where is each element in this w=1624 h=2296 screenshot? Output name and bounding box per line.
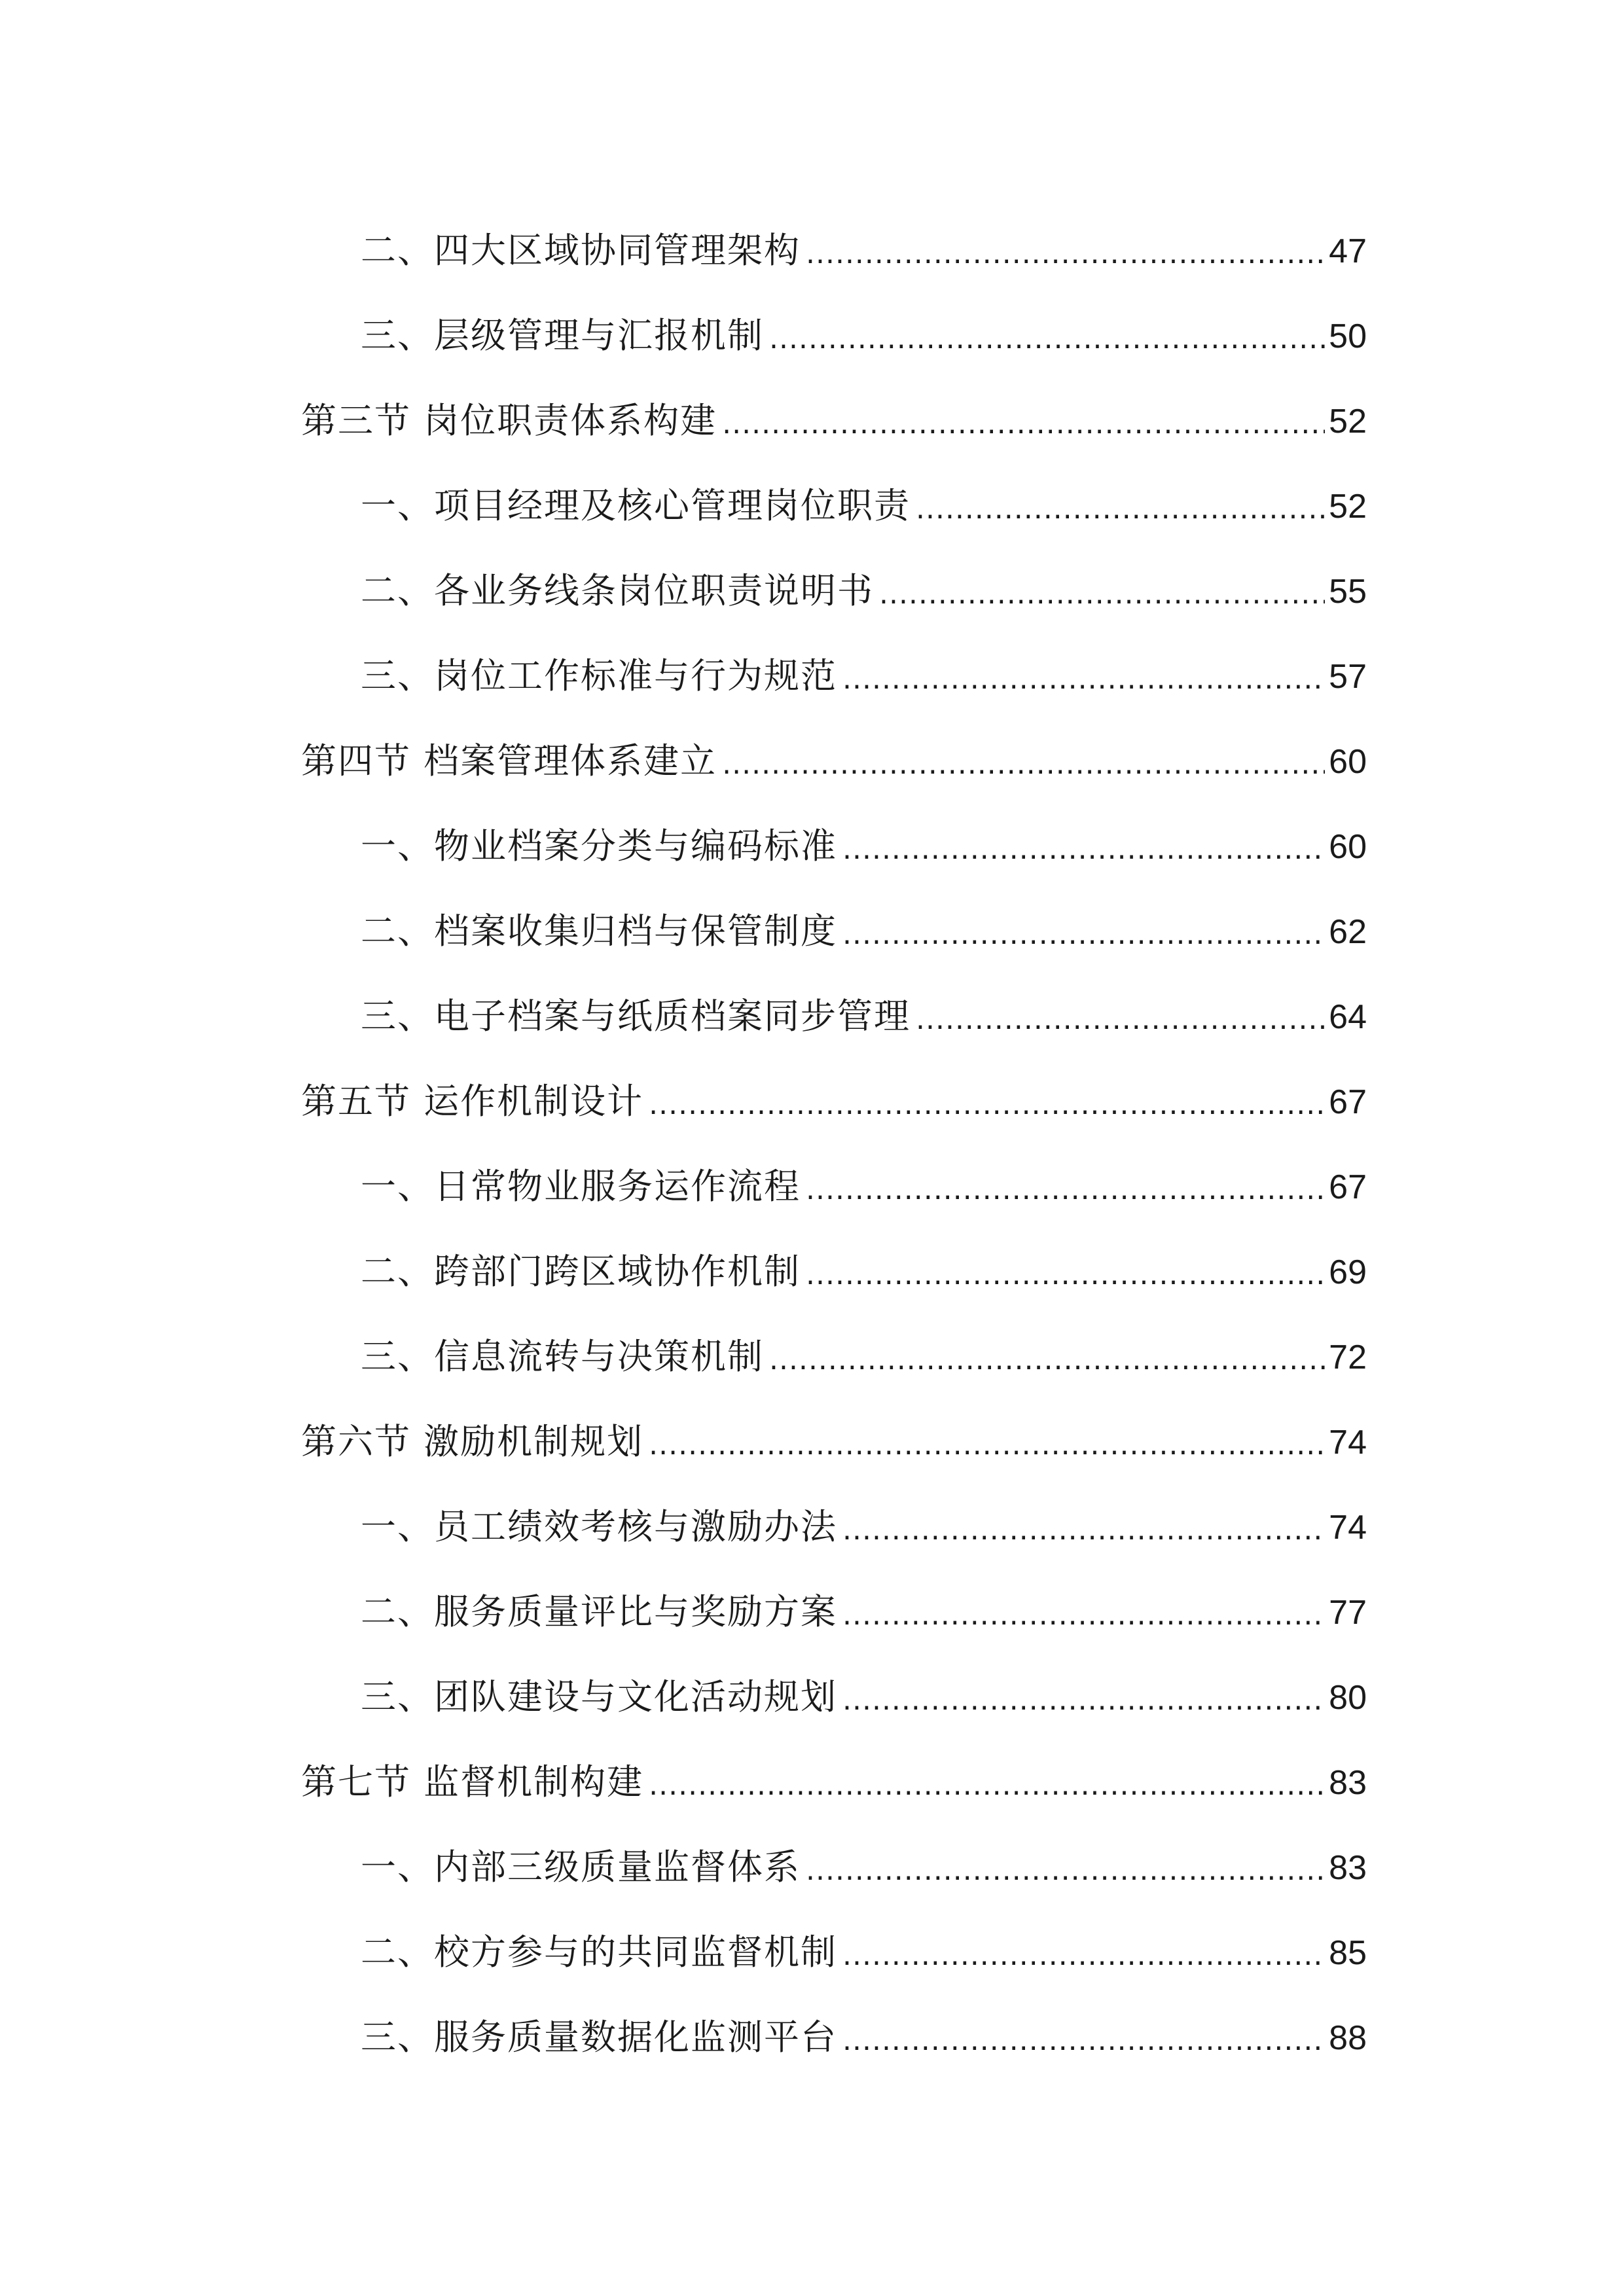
toc-leader-dots — [842, 1601, 1325, 1630]
toc-entry-page: 64 — [1329, 998, 1367, 1036]
toc-entry[interactable] — [361, 1656, 1367, 1715]
toc-entry[interactable] — [361, 890, 1367, 952]
toc-entry-label: 一、项目经理及核心管理岗位职责 — [361, 485, 911, 526]
toc-entry[interactable] — [361, 1996, 1367, 2058]
toc-entry-page: 74 — [1329, 1509, 1367, 1547]
toc-leader-dots — [842, 835, 1325, 864]
toc-entry-label: 第六节 激励机制规划 — [301, 1421, 644, 1462]
toc-entry[interactable] — [301, 380, 1367, 439]
toc-entry-label: 一、物业档案分类与编码标准 — [361, 825, 837, 867]
toc-leader-dots — [806, 1856, 1325, 1885]
toc-entry-label: 二、服务质量评比与奖励方案 — [361, 1591, 837, 1632]
toc-entry-page: 52 — [1329, 403, 1367, 440]
toc-entry-page: 67 — [1329, 1168, 1367, 1206]
toc-entry[interactable] — [361, 550, 1367, 609]
toc-leader-dots — [842, 1941, 1325, 1970]
toc-leader-dots — [916, 1005, 1325, 1034]
toc-entry-label: 一、内部三级质量监督体系 — [361, 1846, 801, 1888]
toc-leader-dots — [649, 1090, 1325, 1119]
toc-entry[interactable] — [361, 1316, 1367, 1377]
toc-entry-label: 第四节 档案管理体系建立 — [301, 740, 717, 781]
toc-leader-dots — [722, 410, 1325, 439]
toc-entry[interactable] — [361, 295, 1367, 356]
toc-entry-label: 一、日常物业服务运作流程 — [361, 1166, 801, 1207]
toc-entry-page: 67 — [1329, 1083, 1367, 1121]
toc-entry-label: 三、团队建设与文化活动规划 — [361, 1676, 837, 1717]
toc-entry-page: 57 — [1329, 658, 1367, 696]
toc-leader-dots — [649, 1431, 1325, 1460]
toc-entry[interactable] — [361, 1145, 1367, 1207]
toc-entry-label: 三、电子档案与纸质档案同步管理 — [361, 996, 911, 1037]
toc-leader-dots — [842, 1686, 1325, 1715]
toc-leader-dots — [769, 1346, 1325, 1374]
toc-leader-dots — [879, 580, 1325, 609]
toc-entry-label: 二、校方参与的共同监督机制 — [361, 1931, 837, 1973]
toc-leader-dots — [769, 325, 1325, 353]
toc-entry-label: 第七节 监督机制构建 — [301, 1761, 644, 1803]
toc-entry-label: 第三节 岗位职责体系构建 — [301, 400, 717, 441]
toc-entry[interactable] — [361, 1826, 1367, 1888]
toc-entry-page: 62 — [1329, 913, 1367, 951]
toc-entry-page: 52 — [1329, 488, 1367, 526]
toc-entry-label: 第五节 运作机制设计 — [301, 1081, 644, 1122]
toc-entry-label: 二、各业务线条岗位职责说明书 — [361, 570, 874, 611]
toc-entry[interactable] — [361, 1911, 1367, 1973]
toc-entry-page: 47 — [1329, 232, 1367, 270]
toc-leader-dots — [842, 2026, 1325, 2055]
toc-entry[interactable] — [361, 465, 1367, 524]
toc-leader-dots — [722, 750, 1325, 779]
toc-leader-dots — [806, 240, 1325, 268]
toc-entry[interactable] — [301, 1741, 1367, 1803]
toc-entry[interactable] — [361, 1486, 1367, 1545]
toc-entry-label: 三、层级管理与汇报机制 — [361, 315, 764, 356]
toc-entry-page: 74 — [1329, 1424, 1367, 1462]
toc-entry[interactable] — [361, 1571, 1367, 1630]
toc-entry-page: 83 — [1329, 1849, 1367, 1887]
toc-leader-dots — [842, 1516, 1325, 1545]
toc-entry[interactable] — [361, 975, 1367, 1037]
toc-entry-page: 77 — [1329, 1594, 1367, 1632]
toc-entry-page: 55 — [1329, 573, 1367, 611]
toc-entry-label: 三、岗位工作标准与行为规范 — [361, 655, 837, 696]
toc-leader-dots — [842, 920, 1325, 949]
toc-entry[interactable] — [301, 1060, 1367, 1122]
toc-entry-page: 60 — [1329, 743, 1367, 781]
toc-leader-dots — [806, 1175, 1325, 1204]
toc-leader-dots — [649, 1771, 1325, 1800]
toc-entry-label: 一、员工绩效考核与激励办法 — [361, 1506, 837, 1547]
toc-entry-label: 二、档案收集归档与保管制度 — [361, 910, 837, 952]
toc-entry[interactable] — [361, 805, 1367, 867]
toc-entry-page: 72 — [1329, 1338, 1367, 1376]
toc-entry-label: 二、四大区域协同管理架构 — [361, 230, 801, 271]
toc-entry-page: 83 — [1329, 1764, 1367, 1802]
toc-entry[interactable] — [361, 209, 1367, 271]
toc-entry-label: 三、服务质量数据化监测平台 — [361, 2017, 837, 2058]
toc-entry-page: 85 — [1329, 1934, 1367, 1972]
toc-entry-page: 88 — [1329, 2019, 1367, 2057]
toc-leader-dots — [916, 495, 1325, 524]
toc-entry-page: 80 — [1329, 1679, 1367, 1717]
toc-entry[interactable] — [301, 1401, 1367, 1460]
toc-entry-label: 二、跨部门跨区域协作机制 — [361, 1251, 801, 1292]
toc-leader-dots — [806, 1261, 1325, 1289]
toc-entry[interactable] — [301, 720, 1367, 779]
toc-entry-page: 60 — [1329, 828, 1367, 866]
toc-entry-page: 69 — [1329, 1253, 1367, 1291]
toc-entry[interactable] — [361, 1230, 1367, 1292]
toc-entry[interactable] — [361, 635, 1367, 694]
toc-leader-dots — [842, 665, 1325, 694]
toc-entry-page: 50 — [1329, 317, 1367, 355]
toc-entry-label: 三、信息流转与决策机制 — [361, 1336, 764, 1377]
